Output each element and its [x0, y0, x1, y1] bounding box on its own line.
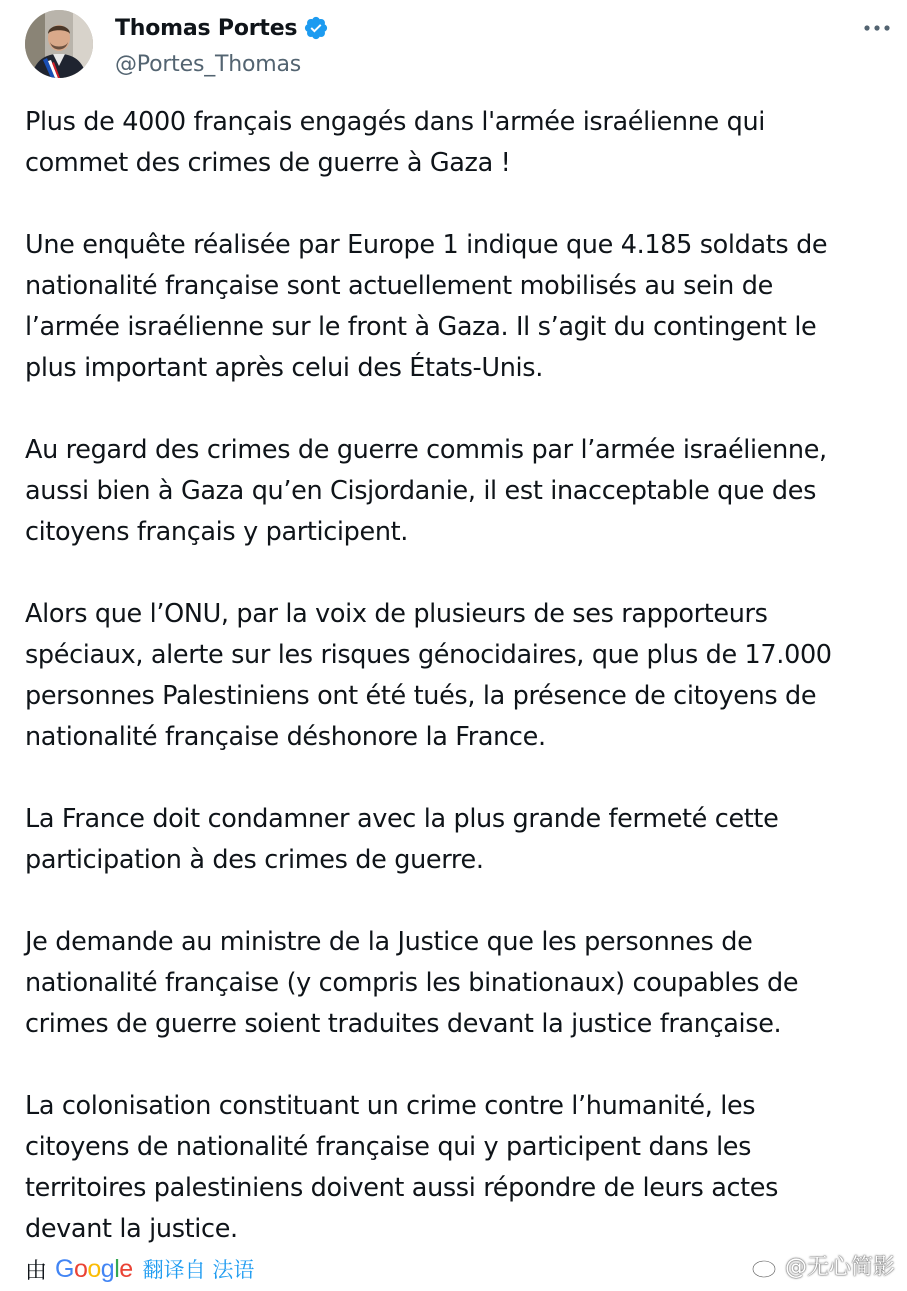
tweet-text: [25, 102, 901, 1291]
watermark: [751, 1250, 895, 1281]
tweet-header: [25, 10, 885, 82]
avatar[interactable]: [25, 10, 93, 78]
translated-from-link[interactable]: 翻译自 法语: [142, 1258, 255, 1282]
display-name[interactable]: Thomas Portes: [115, 15, 298, 41]
tweet-paragraph: Je demande au ministre de la Justice que les personnes de nationalité française (y compris les binationaux) coupables de crimes de guerre soient traduites devant la justice française.: [25, 927, 799, 1039]
verified-badge-icon[interactable]: [303, 15, 329, 41]
translated-by-label: 由: [25, 1258, 48, 1284]
tweet-paragraph: Alors que l’ONU, par la voix de plusieurs de ses rapporteurs spéciaux, alerte sur les risques génocidaires, que plus de 17.000 personnes Palestiniens ont été tués, la présence de citoyens de nationalité française déshonore la France.: [25, 599, 832, 752]
google-letter: o: [73, 1254, 88, 1283]
avatar-image: [25, 10, 93, 78]
author-block: [115, 12, 329, 77]
more-horizontal-icon[interactable]: [861, 16, 893, 40]
tweet-paragraph: Au regard des crimes de guerre commis par l’armée israélienne, aussi bien à Gaza qu’en Cisjordanie, il est inacceptable que des citoyens français y participent.: [25, 435, 827, 547]
name-row: [115, 12, 329, 44]
translation-attribution: [25, 1254, 254, 1284]
tweet-paragraph: Plus de 4000 français engagés dans l'armée israélienne qui commet des crimes de guerre à Gaza !: [25, 107, 766, 178]
google-letter: e: [119, 1254, 133, 1283]
weibo-logo-icon: [751, 1253, 781, 1279]
handle[interactable]: @Portes_Thomas: [115, 52, 302, 77]
google-letter: G: [55, 1254, 74, 1283]
tweet-paragraph: Une enquête réalisée par Europe 1 indique que 4.185 soldats de nationalité française sont actuellement mobilisés au sein de l’armée israélienne sur le front à Gaza. Il s’agit du contingent le plus important après celui des États-Unis.: [25, 230, 828, 383]
tweet-paragraph: La France doit condamner avec la plus grande fermeté cette participation à des crimes de guerre.: [25, 804, 779, 875]
tweet-paragraph: La colonisation constituant un crime contre l’humanité, les citoyens de nationalité française qui y participent dans les territoires palestiniens doivent aussi répondre de leurs actes devant la justice.: [25, 1091, 779, 1244]
google-letter: o: [87, 1254, 101, 1283]
google-letter: g: [100, 1254, 115, 1283]
google-letter: l: [114, 1254, 120, 1283]
google-logo: [55, 1255, 133, 1284]
watermark-text: @无心简影: [784, 1255, 895, 1280]
